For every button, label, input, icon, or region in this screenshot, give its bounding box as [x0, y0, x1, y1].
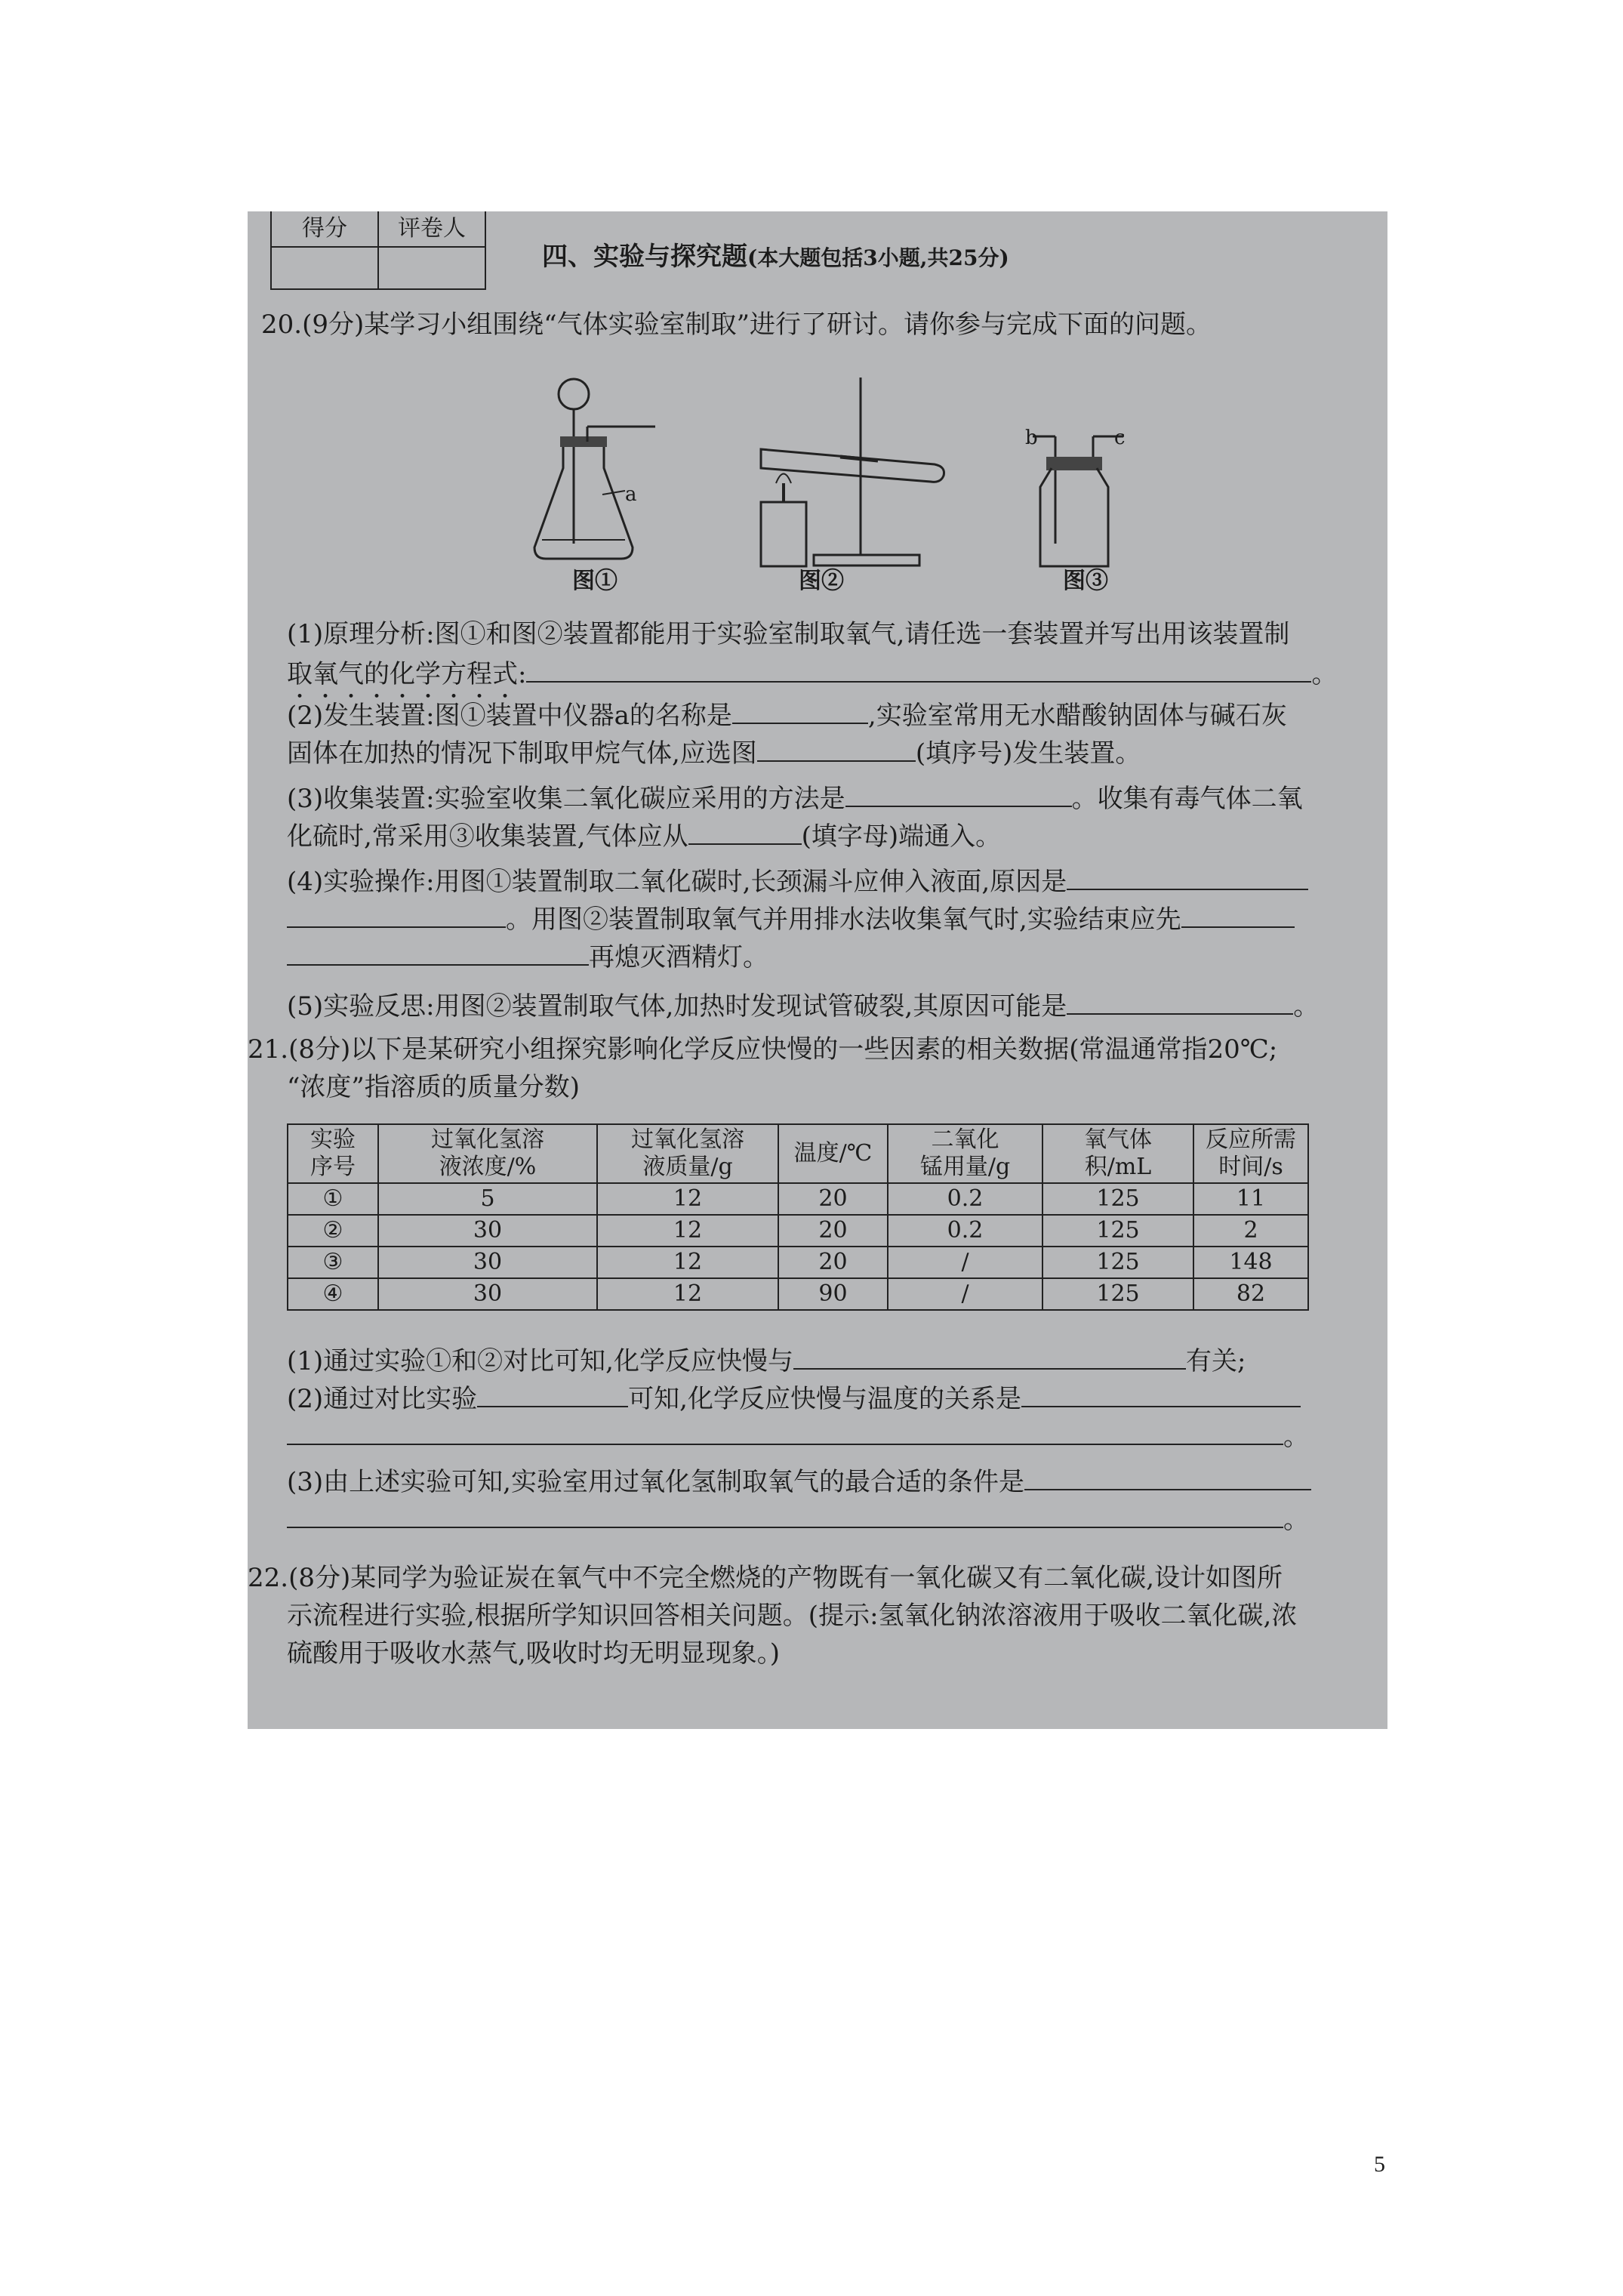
- table-cell: ②: [288, 1215, 378, 1247]
- table-row: [288, 1247, 1308, 1278]
- table-header-text: 序号: [310, 1154, 356, 1180]
- table-header-text: 实验: [310, 1126, 356, 1153]
- exam-photo: [248, 211, 1387, 1729]
- q21-part3-period: 。: [1283, 1505, 1309, 1535]
- q20-answer-blank-6[interactable]: [1067, 864, 1308, 890]
- q20-part2-text-c: 固体在加热的情况下制取甲烷气体,应选图: [287, 738, 757, 769]
- q20-answer-blank-4[interactable]: [845, 781, 1072, 807]
- q20-part1-period: 。: [1311, 659, 1338, 689]
- table-cell: 20: [778, 1215, 888, 1247]
- q20-part5-text: (5)实验反思:用图②装置制取气体,加热时发现试管破裂,其原因可能是: [287, 991, 1067, 1022]
- table-row: [288, 1183, 1308, 1215]
- q22-line1: 22.(8分)某同学为验证炭在氧气中不完全燃烧的产物既有一氧化碳又有二氧化碳,设计如图所: [248, 1563, 1283, 1593]
- q21-part2-line1: [287, 1382, 1301, 1414]
- q20-answer-blank-3[interactable]: [757, 736, 916, 762]
- table-cell: 20: [778, 1247, 888, 1278]
- table-cell: ①: [288, 1183, 378, 1215]
- q20-answer-blank-8[interactable]: [1181, 902, 1295, 928]
- q20-part3-text-d: (填字母)端通入。: [801, 821, 1002, 852]
- table-cell: 0.2: [888, 1215, 1042, 1247]
- q21-part1-line: [287, 1344, 1246, 1376]
- q21-part2-text-a: (2)通过对比实验: [287, 1384, 478, 1414]
- q21-answer-blank-5[interactable]: [1024, 1465, 1311, 1490]
- q20-part1-line2: [287, 657, 1337, 704]
- section-title: 四、实验与探究题: [542, 242, 747, 272]
- table-header-cell: [778, 1124, 888, 1183]
- q20-part2-text-d: (填序号)发生装置。: [915, 738, 1141, 769]
- table-cell: ④: [288, 1278, 378, 1310]
- q21-part2-period: 。: [1283, 1422, 1309, 1452]
- table-header-cell: [888, 1124, 1042, 1183]
- table-cell: 125: [1042, 1215, 1193, 1247]
- table-row: [288, 1215, 1308, 1247]
- table-header-text: 过氧化氢溶: [431, 1126, 544, 1153]
- q20-part2-line1: [287, 698, 1287, 731]
- q20-part2-line2: [287, 736, 1141, 769]
- q21-part1-end: 有关;: [1185, 1346, 1246, 1376]
- q21-stem-line1: 21.(8分)以下是某研究小组探究影响化学反应快慢的一些因素的相关数据(常温通常指20℃;: [248, 1034, 1278, 1065]
- figure-1-caption: 图①: [572, 568, 617, 594]
- table-cell: ③: [288, 1247, 378, 1278]
- table-header-text: 时间/s: [1218, 1154, 1283, 1180]
- q21-part3-line1: [287, 1465, 1311, 1497]
- q20-part4-text-a: (4)实验操作:用图①装置制取二氧化碳时,长颈漏斗应伸入液面,原因是: [287, 867, 1067, 897]
- table-cell: 12: [597, 1247, 778, 1278]
- table-cell: 11: [1193, 1183, 1308, 1215]
- figure-3-caption: 图③: [1063, 568, 1108, 594]
- q21-data-table: [287, 1123, 1309, 1311]
- table-header-cell: [378, 1124, 597, 1183]
- q21-stem-line2: “浓度”指溶质的质量分数): [287, 1072, 581, 1102]
- q22-line2: 示流程进行实验,根据所学知识回答相关问题。(提示:氢氧化钠浓溶液用于吸收二氧化碳,浓: [287, 1601, 1298, 1631]
- table-header-text: 液浓度/%: [439, 1154, 537, 1180]
- table-header-cell: [597, 1124, 778, 1183]
- table-cell: 82: [1193, 1278, 1308, 1310]
- table-cell: 148: [1193, 1247, 1308, 1278]
- table-cell: /: [888, 1278, 1042, 1310]
- q20-part3-line1: [287, 781, 1303, 814]
- table-header-text: 温度/℃: [793, 1140, 873, 1166]
- q20-answer-blank-7[interactable]: [287, 902, 506, 928]
- table-cell: 30: [378, 1247, 597, 1278]
- q20-part5-line: [287, 989, 1319, 1022]
- table-cell: 12: [597, 1278, 778, 1310]
- q21-part2-line2: [287, 1419, 1309, 1452]
- grader-header: 评卷人: [378, 211, 485, 247]
- q20-answer-blank-2[interactable]: [732, 698, 868, 724]
- q20-part4-line2: [287, 902, 1295, 935]
- q20-answer-blank-5[interactable]: [688, 819, 802, 845]
- table-cell: 125: [1042, 1247, 1193, 1278]
- table-header-text: 液质量/g: [642, 1154, 733, 1180]
- q21-answer-blank-6[interactable]: [287, 1502, 1283, 1528]
- q21-part2-text-b: 可知,化学反应快慢与温度的关系是: [628, 1384, 1021, 1414]
- table-cell: 125: [1042, 1183, 1193, 1215]
- table-header-text: 反应所需: [1206, 1126, 1296, 1153]
- score-table: [270, 211, 486, 290]
- table-row: [288, 1278, 1308, 1310]
- label-a: a: [625, 483, 637, 506]
- q20-part3-text-c: 化硫时,常采用③收集装置,气体应从: [287, 821, 688, 852]
- q21-answer-blank-1[interactable]: [793, 1344, 1186, 1370]
- table-header-cell: [288, 1124, 378, 1183]
- grader-cell: [378, 247, 485, 289]
- q20-part1-line1: (1)原理分析:图①和图②装置都能用于实验室制取氧气,请任选一套装置并写出用该装置制: [287, 619, 1290, 649]
- q20-part1-prompt: 取氧气的化学方程式:: [287, 659, 527, 689]
- table-header-text: 过氧化氢溶: [631, 1126, 744, 1153]
- table-cell: 20: [778, 1183, 888, 1215]
- table-cell: /: [888, 1247, 1042, 1278]
- table-cell: 90: [778, 1278, 888, 1310]
- q20-part3-line2: [287, 819, 1001, 852]
- q20-part4-text-b: 。用图②装置制取氧气并用排水法收集氧气时,实验结束应先: [506, 905, 1181, 935]
- q21-answer-blank-3[interactable]: [1021, 1382, 1301, 1407]
- q21-answer-blank-2[interactable]: [477, 1382, 628, 1407]
- q20-answer-blank-9[interactable]: [287, 940, 589, 966]
- q20-answer-blank-10[interactable]: [1067, 989, 1293, 1015]
- label-b: b: [1025, 427, 1038, 449]
- score-header: 得分: [271, 211, 378, 247]
- table-cell: 12: [597, 1215, 778, 1247]
- q20-part2-text-b: ,实验室常用无水醋酸钠固体与碱石灰: [867, 701, 1287, 731]
- figure-2-heating-apparatus: [746, 378, 972, 574]
- q20-part3-text-b: 。收集有毒气体二氧: [1071, 784, 1303, 814]
- q21-part3-text: (3)由上述实验可知,实验室用过氧化氢制取氧气的最合适的条件是: [287, 1467, 1024, 1497]
- score-cell: [271, 247, 378, 289]
- table-cell: 2: [1193, 1215, 1308, 1247]
- table-header-cell: [1042, 1124, 1193, 1183]
- q20-answer-blank-1[interactable]: [526, 657, 1311, 683]
- q20-part4-line3: [287, 940, 768, 972]
- figure-1-flask-apparatus: [527, 370, 723, 581]
- table-cell: 0.2: [888, 1183, 1042, 1215]
- section-heading: [542, 242, 1009, 273]
- table-header-cell: [1193, 1124, 1308, 1183]
- q20-part4-line1: [287, 864, 1308, 897]
- q21-part3-line2: [287, 1502, 1309, 1535]
- q22-line3: 硫酸用于吸收水蒸气,吸收时均无明显现象。): [287, 1638, 781, 1669]
- q20-stem: 20.(9分)某学习小组围绕“气体实验室制取”进行了研讨。请你参与完成下面的问题。: [261, 310, 1212, 340]
- table-header-text: 二氧化: [931, 1126, 999, 1153]
- q21-part1-text: (1)通过实验①和②对比可知,化学反应快慢与: [287, 1346, 793, 1376]
- table-cell: 125: [1042, 1278, 1193, 1310]
- q20-part5-period: 。: [1293, 991, 1320, 1022]
- page-number: 5: [1374, 2152, 1385, 2177]
- q20-part3-text-a: (3)收集装置:实验室收集二氧化碳应采用的方法是: [287, 784, 845, 814]
- table-header-text: 锰用量/g: [919, 1154, 1011, 1180]
- label-c: c: [1114, 427, 1126, 449]
- table-header-text: 氧气体: [1084, 1126, 1152, 1153]
- section-note: (本大题包括3小题,共25分): [747, 245, 1009, 270]
- q21-answer-blank-4[interactable]: [287, 1419, 1283, 1445]
- q20-part2-text-a: (2)发生装置:图①装置中仪器a的名称是: [287, 701, 732, 731]
- table-cell: 30: [378, 1278, 597, 1310]
- figure-2-caption: 图②: [799, 568, 844, 594]
- table-header-row: [288, 1124, 1308, 1183]
- table-cell: 30: [378, 1215, 597, 1247]
- table-cell: 5: [378, 1183, 597, 1215]
- table-header-text: 积/mL: [1084, 1154, 1152, 1180]
- q20-part4-text-c: 再熄灭酒精灯。: [589, 942, 768, 972]
- table-cell: 12: [597, 1183, 778, 1215]
